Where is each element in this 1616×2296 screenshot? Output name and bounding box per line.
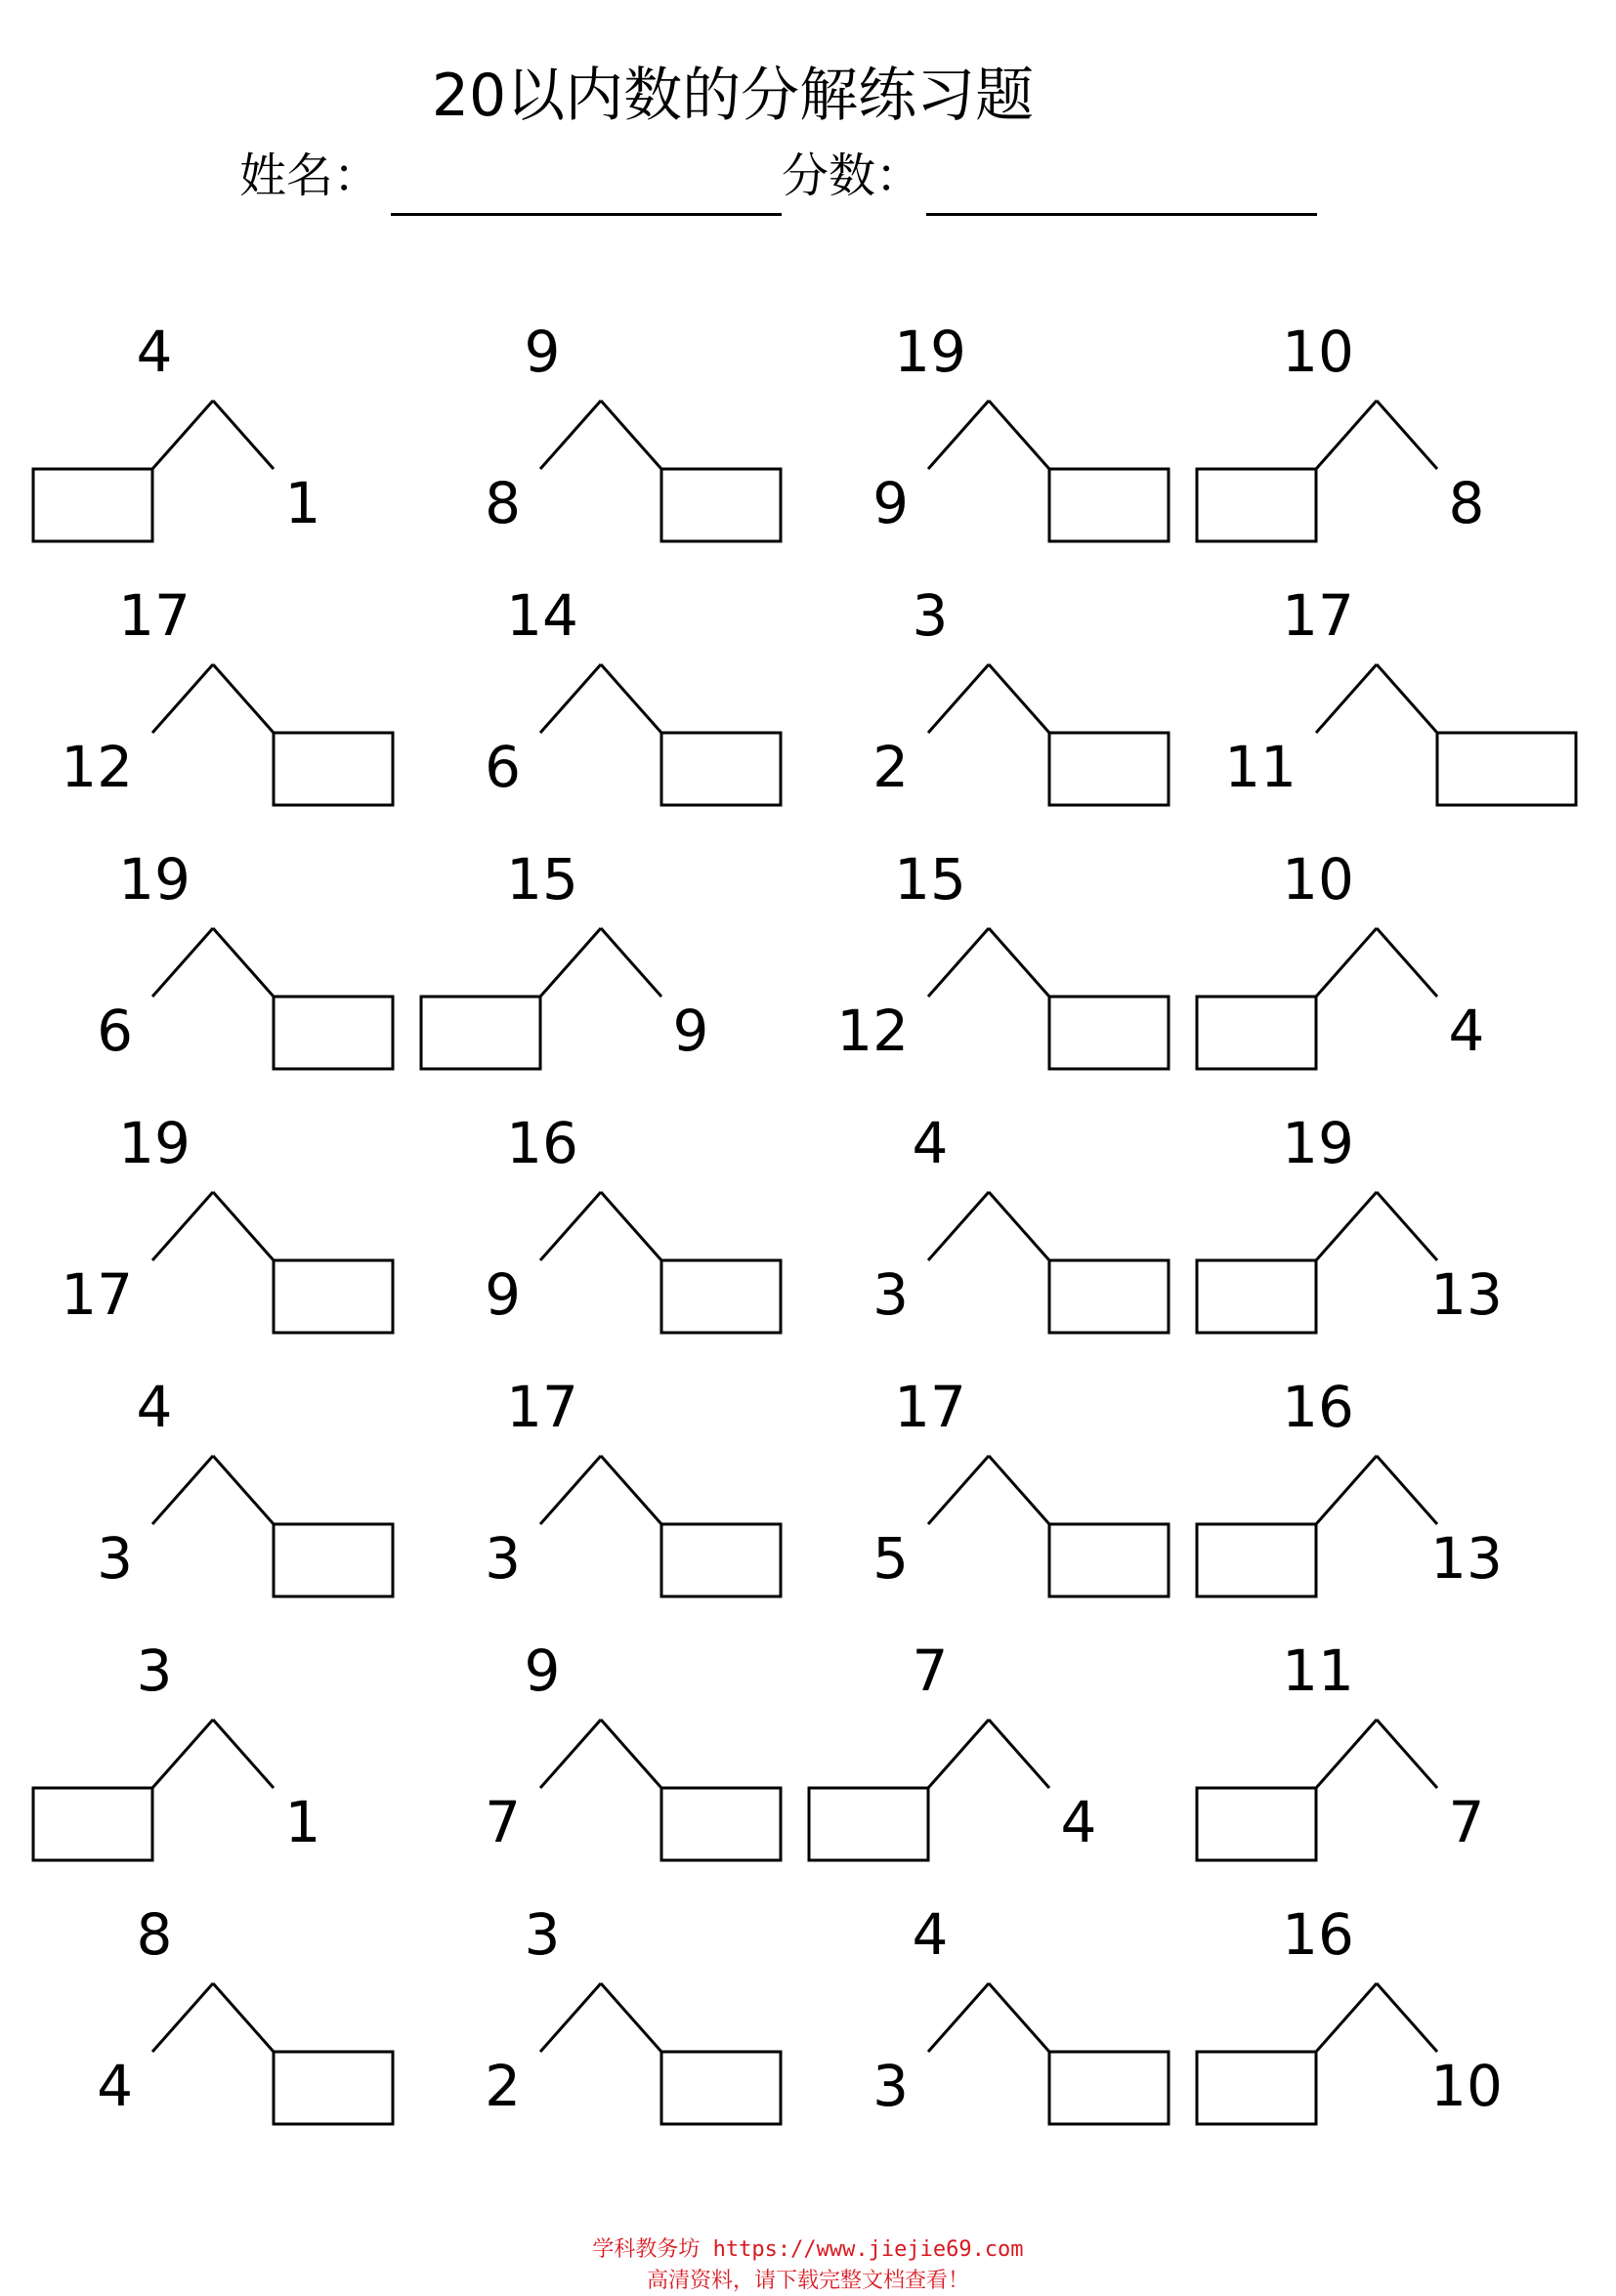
total-number: 14 xyxy=(506,582,578,649)
right-branch xyxy=(989,1192,1049,1260)
given-number: 7 xyxy=(485,1789,521,1855)
answer-box[interactable] xyxy=(1049,997,1169,1069)
left-branch xyxy=(540,401,601,469)
answer-box[interactable] xyxy=(661,1260,781,1333)
right-branch xyxy=(1377,1983,1437,2052)
given-number: 1 xyxy=(284,470,321,536)
answer-box[interactable] xyxy=(1049,733,1169,805)
total-number: 17 xyxy=(118,582,191,649)
given-number: 9 xyxy=(872,470,909,536)
total-number: 4 xyxy=(912,1901,949,1968)
total-number: 4 xyxy=(136,319,173,385)
branch-lines xyxy=(1183,1373,1594,1607)
given-number: 4 xyxy=(1448,998,1485,1064)
left-branch xyxy=(1316,664,1377,733)
left-branch xyxy=(1316,1192,1377,1260)
number-bond-problem xyxy=(795,1900,1206,2135)
right-branch xyxy=(1377,928,1437,997)
number-bond-problem xyxy=(795,1109,1206,1343)
given-number: 2 xyxy=(485,2053,521,2119)
number-bond-problem xyxy=(20,581,430,816)
score-blank-line[interactable] xyxy=(926,213,1317,216)
given-number: 4 xyxy=(1060,1789,1097,1855)
right-branch xyxy=(989,1456,1049,1524)
right-branch xyxy=(213,1456,274,1524)
right-branch xyxy=(989,1720,1049,1788)
total-number: 9 xyxy=(524,319,561,385)
right-branch xyxy=(213,401,274,469)
right-branch xyxy=(1377,664,1437,733)
total-number: 19 xyxy=(1282,1110,1354,1176)
number-bond-problem xyxy=(1183,581,1594,816)
right-branch xyxy=(213,1720,274,1788)
branch-lines xyxy=(1183,318,1594,552)
left-branch xyxy=(540,1983,601,2052)
answer-box[interactable] xyxy=(1197,997,1316,1069)
left-branch xyxy=(1316,1456,1377,1524)
branch-lines xyxy=(1183,845,1594,1080)
left-branch xyxy=(540,1192,601,1260)
right-branch xyxy=(213,1192,274,1260)
left-branch xyxy=(928,1720,989,1788)
right-branch xyxy=(989,928,1049,997)
number-bond-problem xyxy=(20,1109,430,1343)
answer-box[interactable] xyxy=(1197,469,1316,541)
given-number: 11 xyxy=(1224,734,1297,800)
left-branch xyxy=(928,928,989,997)
footer-site: 学科教务坊 https://www.jiejie69.com xyxy=(592,2237,1024,2262)
page-title: 20以内数的分解练习题 xyxy=(431,62,1035,130)
total-number: 4 xyxy=(912,1110,949,1176)
total-number: 16 xyxy=(506,1110,578,1176)
left-branch xyxy=(152,401,213,469)
answer-box[interactable] xyxy=(1197,1788,1316,1860)
number-bond-problem xyxy=(407,1637,818,1871)
right-branch xyxy=(601,401,661,469)
left-branch xyxy=(152,1456,213,1524)
right-branch xyxy=(213,1983,274,2052)
right-branch xyxy=(213,664,274,733)
left-branch xyxy=(928,1456,989,1524)
given-number: 10 xyxy=(1430,2053,1503,2119)
right-branch xyxy=(989,664,1049,733)
answer-box[interactable] xyxy=(1197,1524,1316,1596)
answer-box[interactable] xyxy=(1197,1260,1316,1333)
answer-box[interactable] xyxy=(809,1788,928,1860)
right-branch xyxy=(601,1720,661,1788)
answer-box[interactable] xyxy=(661,1788,781,1860)
branch-lines xyxy=(20,1637,430,1871)
total-number: 7 xyxy=(912,1637,949,1704)
number-bond-problem xyxy=(1183,1109,1594,1343)
branch-lines xyxy=(795,1637,1206,1871)
answer-box[interactable] xyxy=(33,469,152,541)
number-bond-problem xyxy=(1183,1637,1594,1871)
left-branch xyxy=(928,401,989,469)
total-number: 19 xyxy=(118,1110,191,1176)
total-number: 17 xyxy=(894,1374,966,1440)
number-bond-problem xyxy=(407,1109,818,1343)
number-bond-problem xyxy=(20,845,430,1080)
given-number: 7 xyxy=(1448,1789,1485,1855)
branch-lines xyxy=(1183,1109,1594,1343)
given-number: 6 xyxy=(485,734,521,800)
number-bond-problem xyxy=(795,1373,1206,1607)
left-branch xyxy=(928,1192,989,1260)
name-blank-line[interactable] xyxy=(391,213,782,216)
answer-box[interactable] xyxy=(421,997,540,1069)
given-number: 12 xyxy=(836,998,909,1064)
number-bond-problem xyxy=(795,1637,1206,1871)
total-number: 15 xyxy=(894,846,966,913)
total-number: 10 xyxy=(1282,846,1354,913)
given-number: 17 xyxy=(61,1261,133,1328)
right-branch xyxy=(1377,1456,1437,1524)
given-number: 13 xyxy=(1430,1261,1503,1328)
answer-box[interactable] xyxy=(274,997,393,1069)
total-number: 19 xyxy=(894,319,966,385)
total-number: 19 xyxy=(118,846,191,913)
total-number: 17 xyxy=(506,1374,578,1440)
total-number: 15 xyxy=(506,846,578,913)
number-bond-problem xyxy=(20,1900,430,2135)
given-number: 3 xyxy=(872,2053,909,2119)
given-number: 6 xyxy=(97,998,133,1064)
number-bond-problem xyxy=(407,318,818,552)
number-bond-problem xyxy=(20,318,430,552)
answer-box[interactable] xyxy=(274,733,393,805)
number-bond-problem xyxy=(1183,318,1594,552)
left-branch xyxy=(928,664,989,733)
left-branch xyxy=(1316,928,1377,997)
right-branch xyxy=(989,401,1049,469)
answer-box[interactable] xyxy=(1437,733,1576,805)
right-branch xyxy=(601,1192,661,1260)
branch-lines xyxy=(1183,1637,1594,1871)
given-number: 9 xyxy=(485,1261,521,1328)
total-number: 3 xyxy=(136,1637,173,1704)
number-bond-problem xyxy=(1183,1373,1594,1607)
left-branch xyxy=(540,928,601,997)
given-number: 4 xyxy=(97,2053,133,2119)
score-label: 分数： xyxy=(782,149,923,203)
left-branch xyxy=(540,1720,601,1788)
number-bond-problem xyxy=(795,845,1206,1080)
total-number: 16 xyxy=(1282,1374,1354,1440)
given-number: 3 xyxy=(872,1261,909,1328)
total-number: 17 xyxy=(1282,582,1354,649)
given-number: 3 xyxy=(97,1525,133,1592)
left-branch xyxy=(152,1720,213,1788)
right-branch xyxy=(989,1983,1049,2052)
number-bond-problem xyxy=(795,581,1206,816)
given-number: 1 xyxy=(284,1789,321,1855)
footer-note: 高清资料，请下载完整文档查看！ xyxy=(646,2269,969,2293)
answer-box[interactable] xyxy=(661,469,781,541)
answer-box[interactable] xyxy=(1049,1524,1169,1596)
answer-box[interactable] xyxy=(661,733,781,805)
total-number: 10 xyxy=(1282,319,1354,385)
given-number: 8 xyxy=(1448,470,1485,536)
total-number: 9 xyxy=(524,1637,561,1704)
given-number: 8 xyxy=(485,470,521,536)
given-number: 5 xyxy=(872,1525,909,1592)
number-bond-problem xyxy=(20,1637,430,1871)
number-bond-problem xyxy=(407,1900,818,2135)
number-bond-problem xyxy=(1183,845,1594,1080)
answer-box[interactable] xyxy=(274,1260,393,1333)
branch-lines xyxy=(1183,1900,1594,2135)
right-branch xyxy=(601,1983,661,2052)
right-branch xyxy=(1377,401,1437,469)
left-branch xyxy=(540,1456,601,1524)
number-bond-problem xyxy=(20,1373,430,1607)
left-branch xyxy=(1316,1720,1377,1788)
left-branch xyxy=(1316,401,1377,469)
answer-box[interactable] xyxy=(274,2052,393,2124)
number-bond-problem xyxy=(407,1373,818,1607)
answer-box[interactable] xyxy=(661,1524,781,1596)
total-number: 8 xyxy=(136,1901,173,1968)
answer-box[interactable] xyxy=(1197,2052,1316,2124)
left-branch xyxy=(928,1983,989,2052)
answer-box[interactable] xyxy=(274,1524,393,1596)
branch-lines xyxy=(407,845,818,1080)
name-label: 姓名： xyxy=(239,149,381,203)
left-branch xyxy=(152,928,213,997)
answer-box[interactable] xyxy=(661,2052,781,2124)
total-number: 3 xyxy=(912,582,949,649)
given-number: 9 xyxy=(672,998,709,1064)
left-branch xyxy=(152,664,213,733)
right-branch xyxy=(601,664,661,733)
left-branch xyxy=(540,664,601,733)
given-number: 2 xyxy=(872,734,909,800)
answer-box[interactable] xyxy=(1049,2052,1169,2124)
given-number: 13 xyxy=(1430,1525,1503,1592)
branch-lines xyxy=(20,318,430,552)
left-branch xyxy=(1316,1983,1377,2052)
total-number: 16 xyxy=(1282,1901,1354,1968)
answer-box[interactable] xyxy=(1049,469,1169,541)
answer-box[interactable] xyxy=(33,1788,152,1860)
total-number: 3 xyxy=(524,1901,561,1968)
right-branch xyxy=(1377,1192,1437,1260)
given-number: 3 xyxy=(485,1525,521,1592)
number-bond-problem xyxy=(1183,1900,1594,2135)
number-bond-problem xyxy=(407,581,818,816)
left-branch xyxy=(152,1983,213,2052)
total-number: 4 xyxy=(136,1374,173,1440)
right-branch xyxy=(601,928,661,997)
left-branch xyxy=(152,1192,213,1260)
total-number: 11 xyxy=(1282,1637,1354,1704)
number-bond-problem xyxy=(407,845,818,1080)
right-branch xyxy=(601,1456,661,1524)
right-branch xyxy=(213,928,274,997)
right-branch xyxy=(1377,1720,1437,1788)
answer-box[interactable] xyxy=(1049,1260,1169,1333)
given-number: 12 xyxy=(61,734,133,800)
number-bond-problem xyxy=(795,318,1206,552)
